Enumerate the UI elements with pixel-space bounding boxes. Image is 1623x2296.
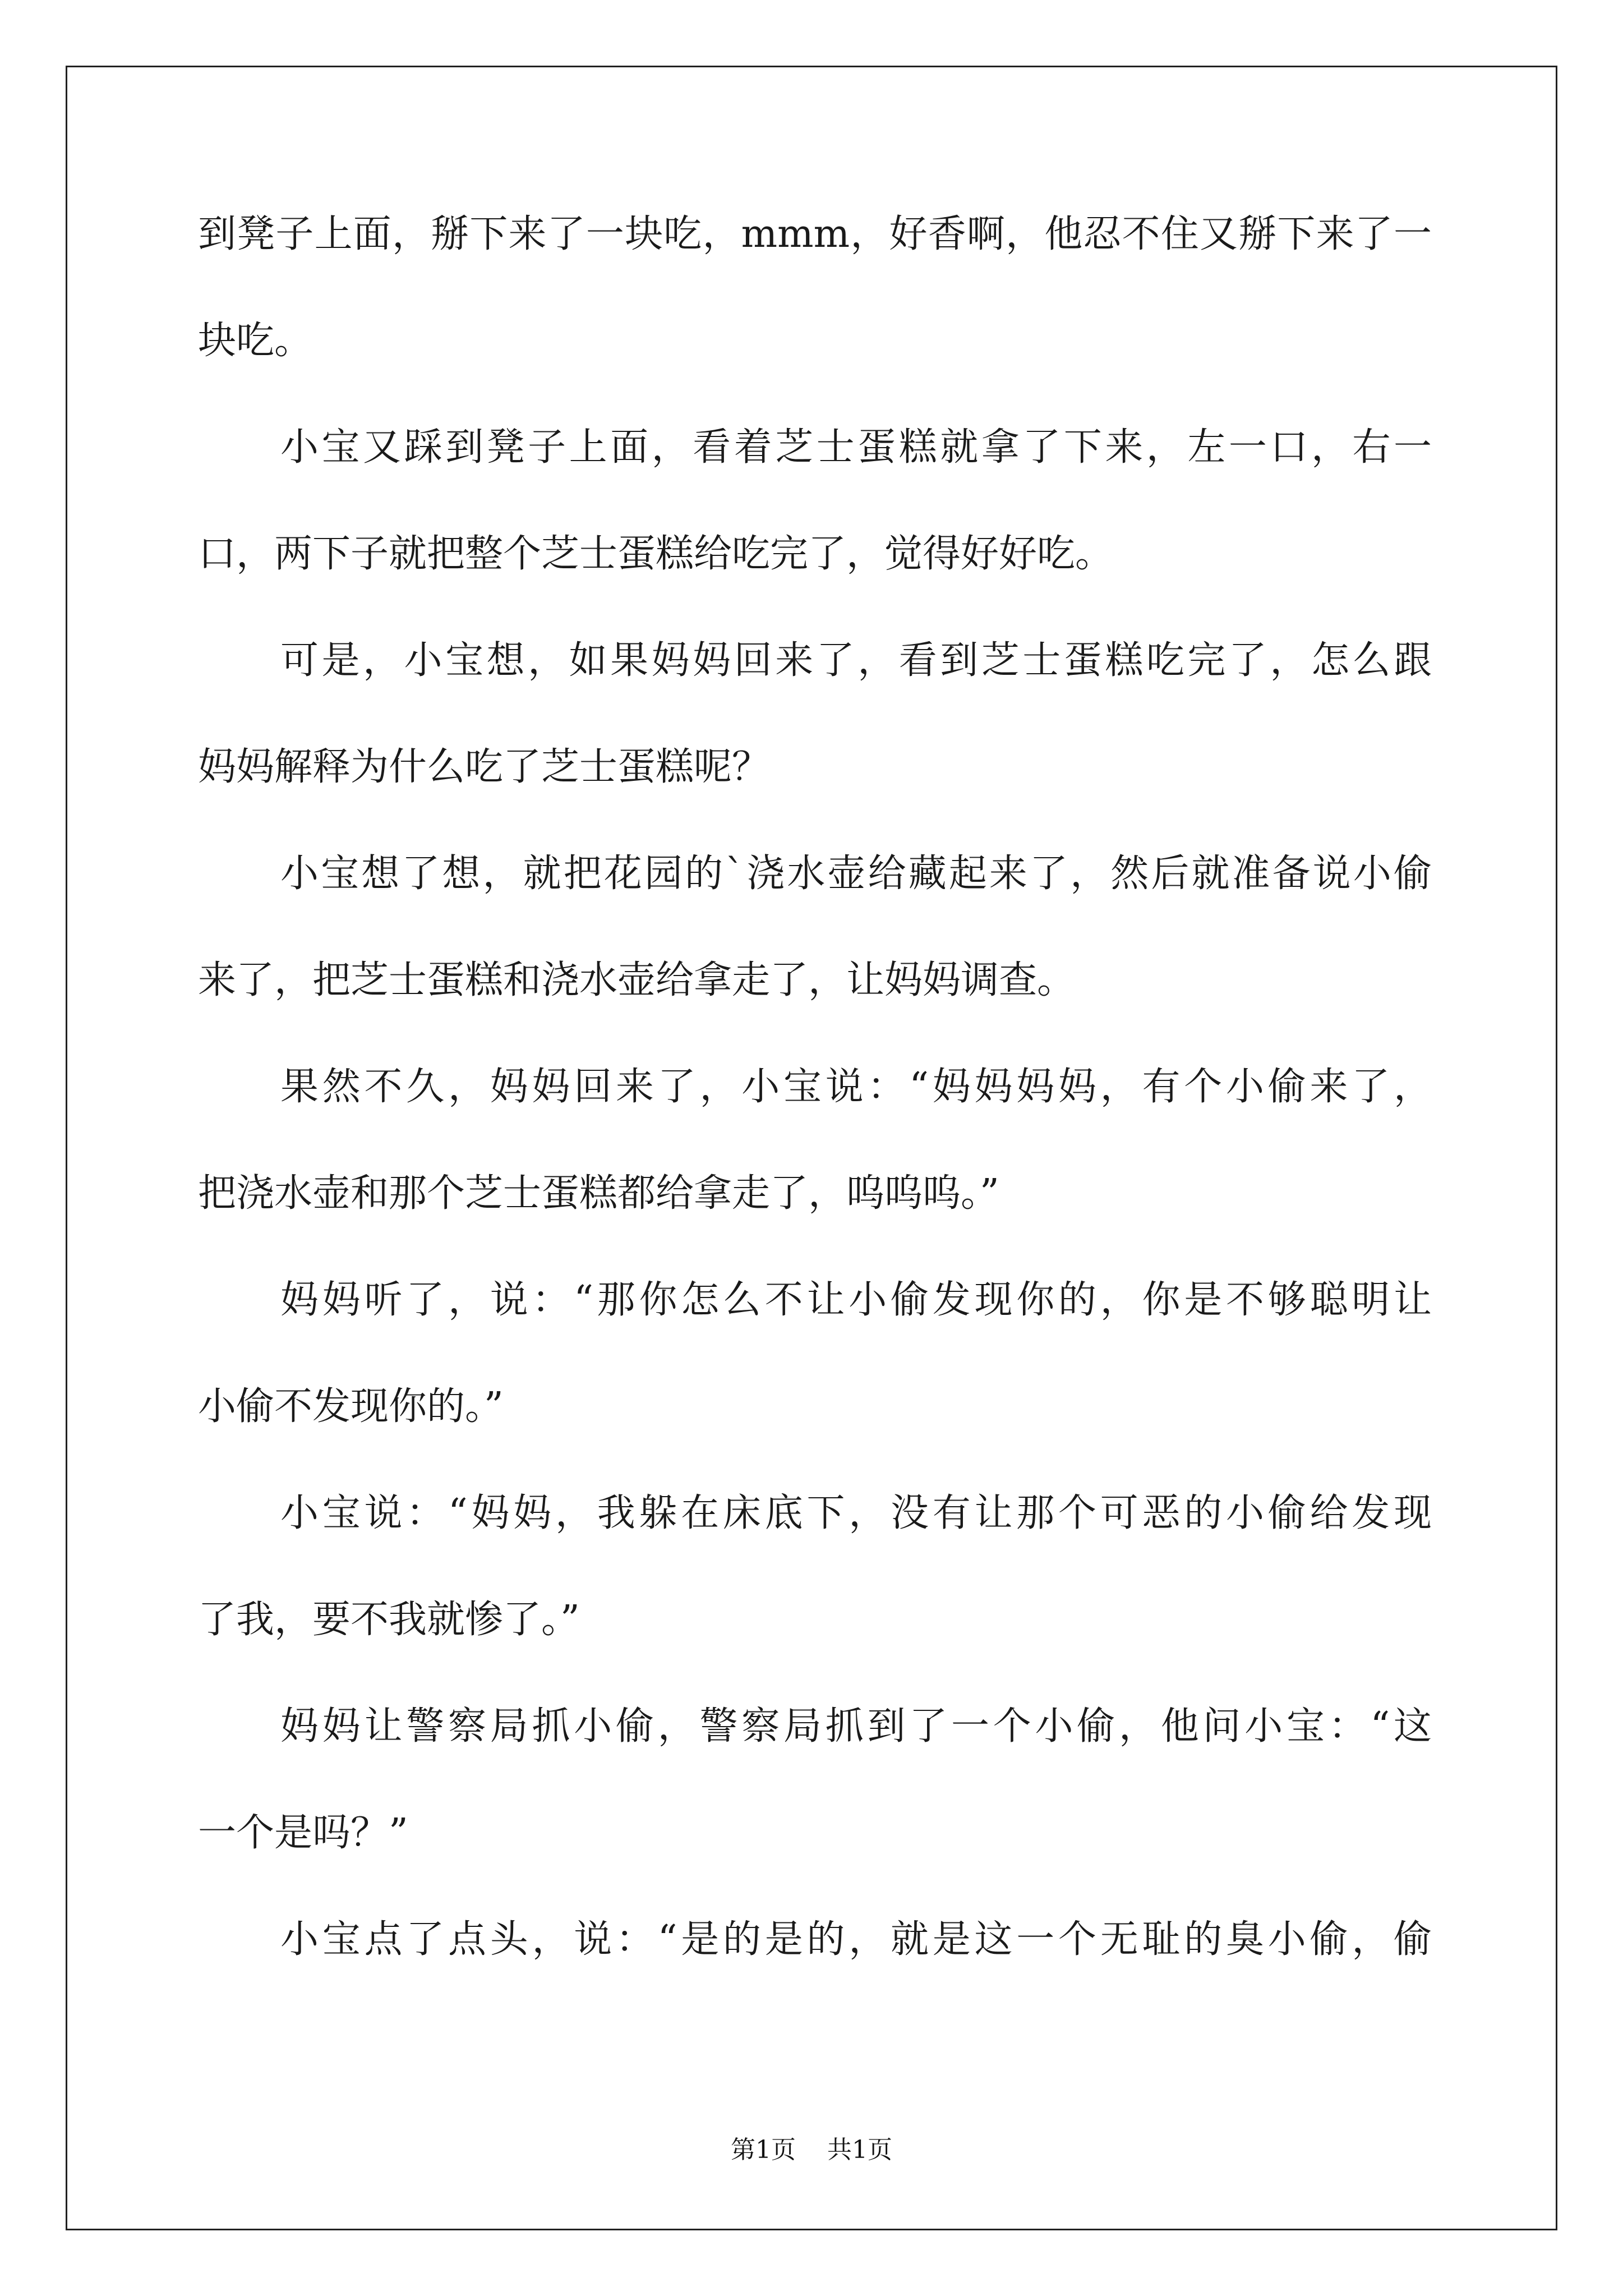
text-line: 小宝又踩到凳子上面，看着芝士蛋糕就拿了下来，左一口，右一: [280, 425, 1432, 470]
text-line: 到凳子上面，掰下来了一块吃，mmm，好香啊，他忍不住又掰下来了一: [198, 212, 1432, 256]
text-line: 口，两下子就把整个芝士蛋糕给吃完了，觉得好好吃。: [198, 532, 1114, 576]
text-line: 可是，小宝想，如果妈妈回来了，看到芝士蛋糕吃完了，怎么跟: [280, 638, 1432, 683]
text-line: 妈妈解释为什么吃了芝士蛋糕呢？: [198, 745, 771, 789]
text-line: 一个是吗？”: [198, 1811, 408, 1855]
page-total: 共1页: [827, 2136, 892, 2164]
page-footer: [0, 2136, 1623, 2164]
text-line: 小宝说：“妈妈，我躲在床底下，没有让那个可恶的小偷给发现: [280, 1491, 1432, 1535]
text-line: 妈妈让警察局抓小偷，警察局抓到了一个小偷，他问小宝：“这: [280, 1704, 1432, 1749]
text-line: 块吃。: [198, 319, 313, 363]
text-line: 果然不久，妈妈回来了，小宝说：“妈妈妈妈，有个小偷来了，: [280, 1065, 1432, 1109]
text-line: 把浇水壶和那个芝士蛋糕都给拿走了，呜呜呜。”: [198, 1171, 999, 1216]
page-border: [66, 66, 1557, 2230]
page-number: 第1页: [731, 2136, 796, 2164]
text-line: 小宝点了点头，说：“是的是的，就是这一个无耻的臭小偷，偷: [280, 1917, 1432, 1962]
text-line: 妈妈听了，说：“那你怎么不让小偷发现你的，你是不够聪明让: [280, 1278, 1432, 1322]
text-line: 来了，把芝士蛋糕和浇水壶给拿走了，让妈妈调查。: [198, 958, 1076, 1002]
text-line: 了我，要不我就惨了。”: [198, 1598, 580, 1642]
text-line: 小偷不发现你的。”: [198, 1384, 504, 1429]
text-line: 小宝想了想，就把花园的`浇水壶给藏起来了，然后就准备说小偷: [280, 852, 1432, 896]
